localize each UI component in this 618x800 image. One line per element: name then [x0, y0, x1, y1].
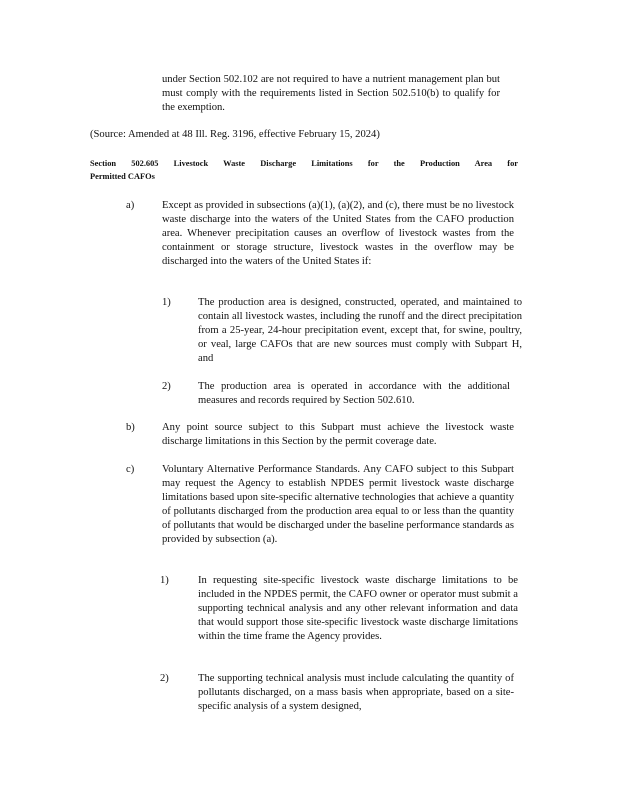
source-note: (Source: Amended at 48 Ill. Reg. 3196, effective February 15, 2024)	[90, 129, 380, 140]
subsection-a-label: a)	[126, 200, 135, 211]
subsection-a1-text: The production area is designed, constructed, operated, and maintained to contain all livestock wastes, including the runoff and the direct precipitation from a 25-year, 24-hour precipitation event, except that, for swine, poultry, or veal, large CAFOs that are new sources must comply with Subpart H, and	[198, 297, 522, 364]
subsection-c2-label: 2)	[160, 673, 169, 684]
subsection-a2-text: The production area is operated in accordance with the additional measures and records required by Section 502.610.	[198, 381, 510, 406]
subsection-a-text: Except as provided in subsections (a)(1), (a)(2), and (c), there must be no livestock waste discharge into the waters of the United States from the CAFO production area. Whenever precipitation causes an overflow of livestock wastes from the containment or storage structure, livestock wastes in the overflow may be discharged into the waters of the United States if:	[162, 200, 514, 267]
subsection-c2-text: The supporting technical analysis must include calculating the quantity of pollutants discharged, on a mass basis when appropriate, based on a site-specific analysis of a system designed,	[198, 673, 514, 712]
subsection-a1-label: 1)	[162, 297, 171, 308]
subsection-a2-label: 2)	[162, 381, 171, 392]
subsection-c1-text: In requesting site-specific livestock waste discharge limitations to be included in the NPDES permit, the CAFO owner or operator must submit a supporting technical analysis and any other relevant information and data that would support those site-specific livestock waste discharge limitations within the time frame the Agency provides.	[198, 575, 518, 642]
intro-paragraph: under Section 502.102 are not required to have a nutrient management plan but must comply with the requirements listed in Section 502.510(b) to qualify for the exemption.	[162, 74, 500, 113]
section-heading-line-2: Permitted CAFOs	[90, 172, 155, 181]
subsection-c-label: c)	[126, 464, 135, 475]
subsection-b-label: b)	[126, 422, 135, 433]
subsection-c-text: Voluntary Alternative Performance Standards. Any CAFO subject to this Subpart may request the Agency to establish NPDES permit livestock waste discharge limitations based upon site-specific alternative technologies that achieve a quantity of pollutants discharged from the production area equal to or less than the quantity of pollutants that would be discharged under the baseline performance standards as provided by subsection (a).	[162, 464, 514, 545]
subsection-b-text: Any point source subject to this Subpart must achieve the livestock waste discharge limitations in this Section by the permit coverage date.	[162, 422, 514, 447]
subsection-c1-label: 1)	[160, 575, 169, 586]
section-heading-line-1: Section 502.605 Livestock Waste Discharge Limitations for the Production Area for	[90, 159, 518, 168]
